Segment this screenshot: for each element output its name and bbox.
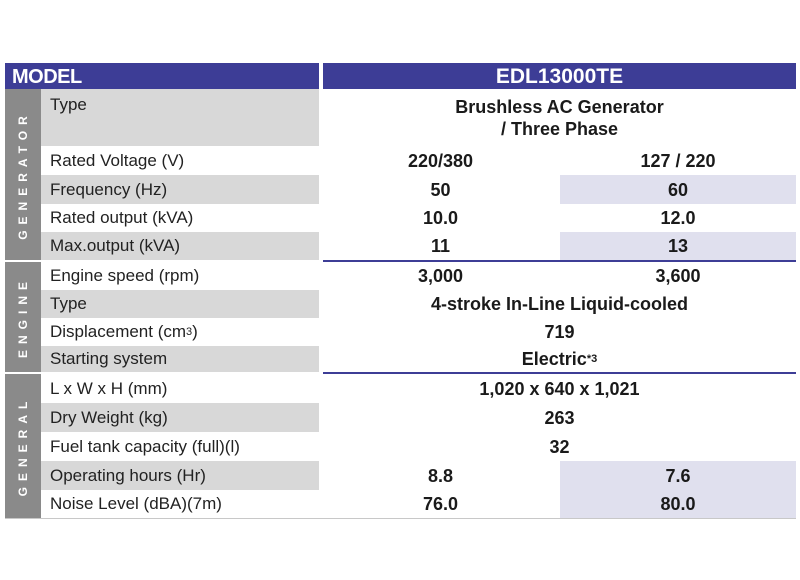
value-cell-b — [560, 490, 796, 518]
value-cell — [323, 318, 796, 346]
label-text: Frequency (Hz) — [50, 179, 168, 199]
row-label — [41, 432, 319, 461]
value-text: 50 — [430, 179, 451, 200]
row-label — [41, 290, 319, 318]
row-label — [41, 262, 319, 290]
value-text: 11 — [430, 236, 451, 256]
value-text: 32 — [549, 436, 570, 457]
value-text: 719 — [544, 322, 575, 342]
label-text-end: ) — [192, 322, 198, 341]
value-text: 220/380 — [407, 150, 474, 171]
label-text: Noise Level (dBA)(7m) — [50, 494, 222, 513]
row-label — [41, 146, 319, 175]
value-text: 80.0 — [660, 494, 696, 514]
value-text: 7.6 — [665, 465, 691, 486]
label-text: L x W x H (mm) — [50, 378, 168, 398]
value-cell — [323, 346, 796, 372]
label-text: Operating hours (Hr) — [50, 465, 206, 485]
label-superscript: 3 — [186, 326, 193, 338]
value-cell-b — [560, 175, 796, 204]
label-text: Starting system — [50, 349, 168, 368]
value-text: 8.8 — [427, 465, 454, 486]
value-text: 1,020 x 640 x 1,021 — [479, 378, 640, 399]
value-cell-a — [323, 262, 558, 290]
value-text: 10.0 — [422, 208, 459, 228]
value-cell — [323, 89, 796, 146]
row-label — [41, 89, 319, 146]
value-text: 13 — [667, 236, 689, 256]
value-cell-a — [323, 461, 558, 490]
row-label — [41, 204, 319, 232]
model-header — [5, 63, 319, 89]
label-text: Max.output (kVA) — [50, 236, 181, 255]
label-text: Dry Weight (kg) — [50, 407, 168, 427]
label-text: Rated output (kVA) — [50, 208, 194, 227]
row-label — [41, 374, 319, 403]
value-text: 127 / 220 — [640, 150, 716, 171]
value-text: 76.0 — [422, 494, 459, 514]
value-text: 3,600 — [655, 266, 701, 286]
model-name: EDL13000TE — [495, 65, 624, 88]
label-text: Engine speed (rpm) — [50, 266, 200, 285]
row-label — [41, 318, 319, 346]
value-cell-a — [323, 490, 558, 518]
value-cell — [323, 432, 796, 461]
value-cell-a — [323, 204, 558, 232]
row-label — [41, 175, 319, 204]
label-text: Fuel tank capacity (full)(l) — [50, 436, 240, 456]
value-text: 263 — [544, 407, 575, 428]
section-label-generator: GENERATOR — [16, 109, 30, 240]
row-label — [41, 232, 319, 260]
section-bar-general — [5, 374, 41, 518]
value-cell-a — [323, 146, 558, 175]
value-text: 3,000 — [417, 266, 464, 286]
row-label — [41, 461, 319, 490]
section-label-general: GENERAL — [16, 395, 30, 497]
value-cell-b — [560, 204, 796, 232]
model-name-header — [323, 63, 796, 89]
value-text-line2: / Three Phase — [500, 118, 619, 139]
value-text: 60 — [667, 179, 689, 200]
row-label — [41, 490, 319, 518]
model-label: MODEL — [12, 66, 82, 88]
value-cell-a — [323, 175, 558, 204]
value-superscript: *3 — [586, 353, 598, 365]
value-text: 4-stroke In-Line Liquid-cooled — [430, 294, 688, 314]
row-label — [41, 346, 319, 372]
label-text: Displacement (cm — [50, 322, 187, 341]
value-cell-a — [323, 232, 558, 260]
section-bar-engine — [5, 262, 41, 372]
value-cell — [323, 290, 796, 318]
value-cell-b — [560, 232, 796, 260]
label-text: Rated Voltage (V) — [50, 150, 185, 170]
bottom-rule — [5, 518, 796, 519]
label-text: Type — [50, 294, 87, 313]
value-text: Brushless AC Generator — [455, 96, 664, 117]
section-label-engine: ENGINE — [16, 275, 30, 359]
value-cell-b — [560, 146, 796, 175]
row-label — [41, 403, 319, 432]
label-text: Type — [50, 95, 87, 114]
value-cell — [323, 403, 796, 432]
value-cell-b — [560, 262, 796, 290]
value-text: Electric — [521, 349, 587, 369]
value-text: 12.0 — [660, 208, 696, 228]
value-cell-b — [560, 461, 796, 490]
section-bar-generator — [5, 89, 41, 260]
value-cell — [323, 374, 796, 403]
